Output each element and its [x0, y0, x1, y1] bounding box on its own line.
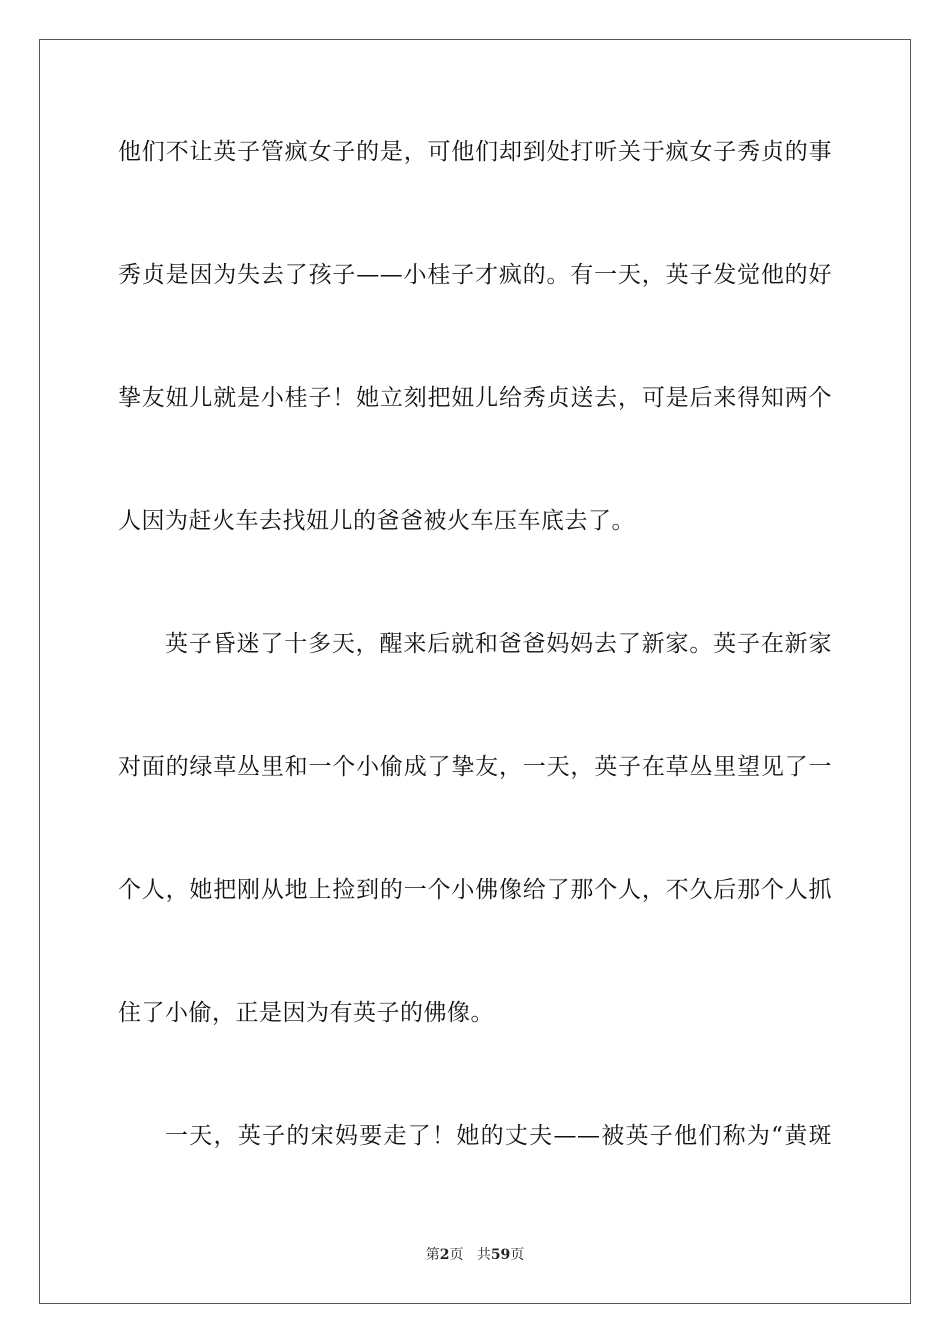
total-pages: 59: [490, 1247, 511, 1263]
text-line: 人因为赶火车去找妞儿的爸爸被火车压车底去了。: [118, 508, 635, 534]
text-line: 挚友妞儿就是小桂子！她立刻把妞儿给秀贞送去，可是后来得知两个: [118, 385, 832, 411]
page-number: 2: [439, 1247, 450, 1263]
total-suffix: 页: [510, 1247, 525, 1263]
text-line: 英子昏迷了十多天，醒来后就和爸爸妈妈去了新家。英子在新家: [165, 631, 832, 657]
page-prefix: 第: [425, 1247, 440, 1263]
total-prefix: 共: [476, 1247, 491, 1263]
page-suffix: 页: [449, 1247, 464, 1263]
page-frame: [39, 39, 911, 1304]
text-line: 他们不让英子管疯女子的是，可他们却到处打听关于疯女子秀贞的事: [118, 139, 832, 165]
text-line: 一天，英子的宋妈要走了！她的丈夫——被英子他们称为“黄斑: [165, 1123, 832, 1149]
text-line: 个人，她把刚从地上捡到的一个小佛像给了那个人，不久后那个人抓: [118, 877, 832, 903]
text-line: 住了小偷，正是因为有英子的佛像。: [118, 1000, 494, 1026]
text-line: 秀贞是因为失去了孩子——小桂子才疯的。有一天，英子发觉他的好: [118, 262, 832, 288]
page-footer: [0, 1246, 950, 1264]
text-line: 对面的绿草丛里和一个小偷成了挚友，一天，英子在草丛里望见了一: [118, 754, 832, 780]
